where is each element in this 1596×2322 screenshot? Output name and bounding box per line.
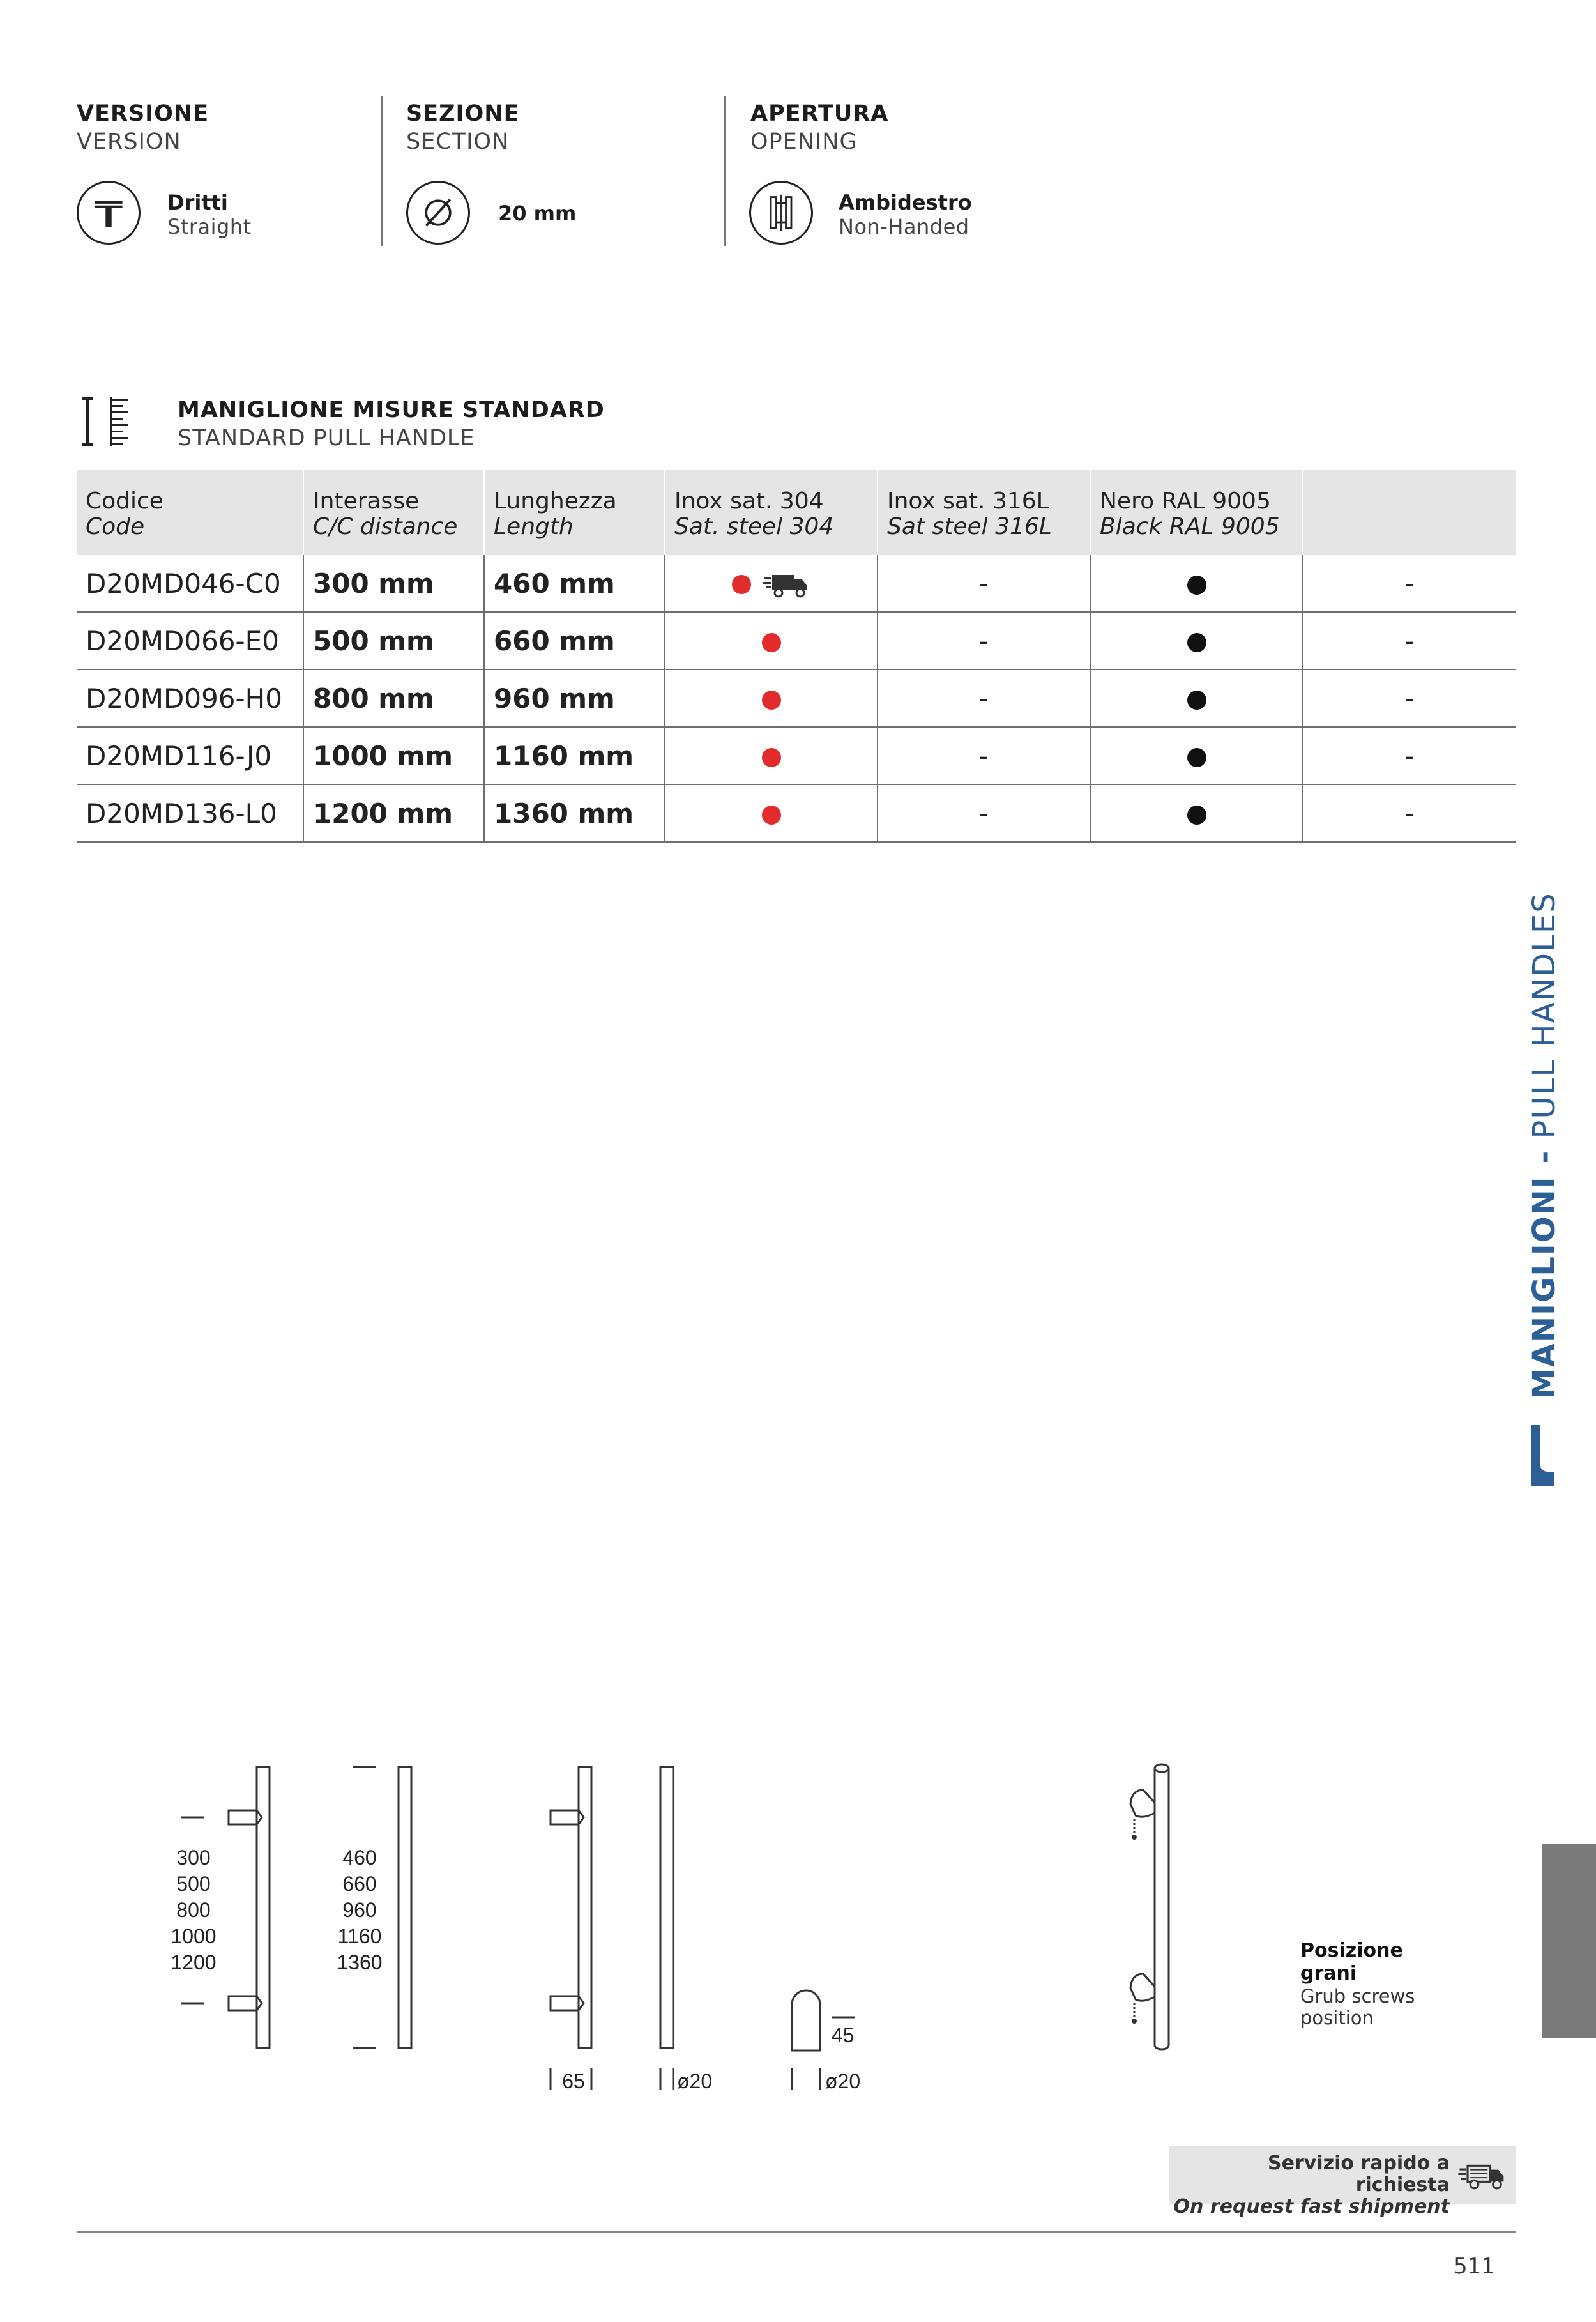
length-values: 460 660 960 1160 1360: [337, 1846, 383, 1974]
table-row: [77, 612, 1516, 669]
non-handed-icon: [749, 181, 813, 245]
cell-length: 1360 mm: [484, 784, 665, 842]
cell-code: D20MD116-J0: [77, 727, 303, 784]
page-number: 511: [1454, 2254, 1495, 2279]
header-inox304: Inox sat. 304 Sat. steel 304: [665, 470, 878, 555]
cell-black: [1090, 784, 1303, 842]
cell-inox304: [665, 555, 878, 612]
fast-shipment-truck-icon: [763, 570, 810, 599]
cell-black: [1090, 555, 1303, 612]
spec-table: [77, 470, 1516, 843]
table-row: [77, 784, 1516, 842]
technical-drawing: [160, 1750, 1182, 2108]
cell-inox316: -: [878, 727, 1090, 784]
handle-bar-front: [399, 1767, 411, 2048]
diameter-value: ø20: [677, 2070, 713, 2093]
cell-black: [1090, 727, 1303, 784]
cell-cc: 1000 mm: [303, 727, 484, 784]
available-black-dot: [1187, 633, 1206, 652]
handle-brand-icon: [1528, 1423, 1556, 1487]
header-code: Codice Code: [77, 470, 303, 555]
section-heading-subtitle: STANDARD PULL HANDLE: [178, 425, 475, 451]
cell-code: D20MD066-E0: [77, 612, 303, 669]
cell-cc: 1200 mm: [303, 784, 484, 842]
grub-pin: [1130, 1790, 1155, 1817]
header-inox316: Inox sat. 316L Sat steel 316L: [878, 470, 1090, 555]
fast-shipment-box: [1169, 2146, 1516, 2218]
available-black-dot: [1187, 806, 1206, 825]
table-row: [77, 555, 1516, 612]
cell-inox304: [665, 727, 878, 784]
section-heading-title: MANIGLIONE MISURE STANDARD: [178, 397, 605, 423]
handle-bar-projection: [579, 1767, 591, 2048]
fast-shipment-en: On request fast shipment: [1173, 2196, 1450, 2218]
cell-inox316: -: [878, 669, 1090, 727]
header-length: Lunghezza Length: [484, 470, 665, 555]
section-block: [406, 100, 519, 156]
available-black-dot: [1187, 576, 1206, 595]
projection-value: 65: [562, 2070, 585, 2093]
handle-bar-diameter: [660, 1767, 673, 2048]
cell-length: 1160 mm: [484, 727, 665, 784]
cc-values: 300 500 800 1000 1200: [171, 1846, 217, 1974]
diameter-value: ø20: [825, 2070, 861, 2093]
cell-length: 960 mm: [484, 669, 665, 727]
cell-inox316: -: [878, 612, 1090, 669]
table-row: [77, 669, 1516, 727]
cell-extra: -: [1303, 784, 1516, 842]
base-value: 45: [832, 2024, 855, 2047]
fast-shipment-truck-icon: [1457, 2160, 1509, 2191]
table-row: [77, 727, 1516, 784]
cell-inox304: [665, 784, 878, 842]
cell-inox304: [665, 669, 878, 727]
opening-value-en: Non-Handed: [839, 215, 969, 239]
header-divider: [724, 96, 726, 246]
version-block: [77, 100, 209, 156]
grub-screw-dot: [1132, 2019, 1137, 2024]
header-cc: Interasse C/C distance: [303, 470, 484, 555]
header-divider: [381, 96, 383, 246]
grub-screw-dot: [1132, 1835, 1137, 1840]
cell-extra: -: [1303, 669, 1516, 727]
available-red-dot: [762, 633, 781, 652]
cell-inox316: -: [878, 784, 1090, 842]
cell-extra: -: [1303, 612, 1516, 669]
cell-code: D20MD046-C0: [77, 555, 303, 612]
pin-detail: [792, 1990, 820, 2051]
cell-cc: 500 mm: [303, 612, 484, 669]
opening-block: [750, 100, 888, 156]
version-title: VERSIONE: [77, 101, 209, 126]
table-header-row: [77, 470, 1516, 555]
cell-length: 660 mm: [484, 612, 665, 669]
cell-inox304: [665, 612, 878, 669]
version-value: Dritti: [167, 190, 228, 215]
fast-shipment-it: Servizio rapido a richiesta: [1268, 2152, 1450, 2196]
grub-title-en: Grub screws position: [1300, 1985, 1415, 2029]
grub-screws-caption: [1300, 1939, 1428, 2029]
section-value: 20 mm: [498, 201, 577, 225]
diameter-icon: [406, 181, 470, 245]
opening-title: APERTURA: [750, 101, 889, 126]
side-category-label: MANIGLIONI - PULL HANDLES: [1526, 892, 1562, 1399]
available-black-dot: [1187, 691, 1206, 710]
available-red-dot: [762, 691, 781, 710]
footer-divider: [77, 2231, 1516, 2233]
version-value-en: Straight: [167, 215, 252, 239]
measure-ruler-icon: [77, 396, 132, 447]
available-red-dot: [732, 575, 751, 594]
grub-pin: [1130, 1974, 1155, 2001]
cell-extra: -: [1303, 727, 1516, 784]
straight-handle-icon: [77, 181, 141, 245]
available-red-dot: [762, 748, 781, 767]
available-black-dot: [1187, 748, 1206, 767]
grub-title: Posizione grani: [1300, 1939, 1403, 1985]
cell-cc: 300 mm: [303, 555, 484, 612]
cell-code: D20MD136-L0: [77, 784, 303, 842]
cell-length: 460 mm: [484, 555, 665, 612]
cell-inox316: -: [878, 555, 1090, 612]
header-extra: [1303, 470, 1516, 555]
cell-black: [1090, 669, 1303, 727]
header-black: Nero RAL 9005 Black RAL 9005: [1090, 470, 1303, 555]
cell-black: [1090, 612, 1303, 669]
cell-extra: -: [1303, 555, 1516, 612]
opening-subtitle: OPENING: [750, 129, 858, 155]
handle-bar-side: [257, 1767, 270, 2048]
version-subtitle: VERSION: [77, 129, 181, 155]
available-red-dot: [762, 806, 781, 825]
opening-value: Ambidestro: [839, 190, 972, 215]
grub-bar: [1155, 1768, 1169, 2049]
gray-side-tab: [1542, 1844, 1596, 2038]
grub-bar-top: [1155, 1764, 1169, 1772]
section-title: SEZIONE: [406, 101, 520, 126]
cell-cc: 800 mm: [303, 669, 484, 727]
cell-code: D20MD096-H0: [77, 669, 303, 727]
section-subtitle: SECTION: [406, 129, 510, 155]
